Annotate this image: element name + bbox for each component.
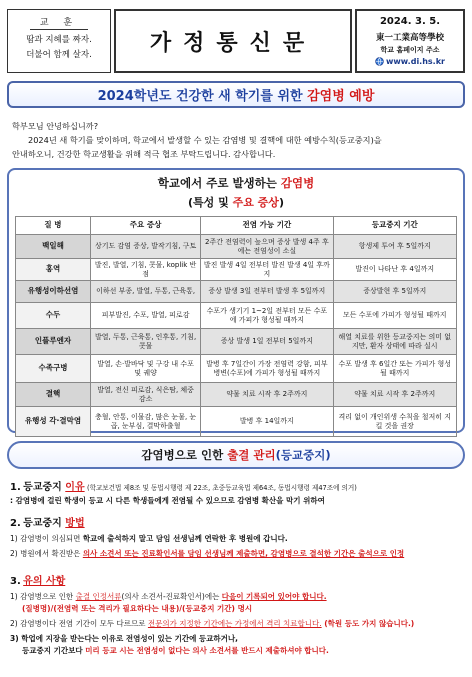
disease-name: 홍역 [16, 259, 91, 281]
website-link[interactable] [375, 57, 445, 66]
disease-name: 수두 [16, 303, 91, 329]
disease-contagious: 증상 발생 3일 전부터 발생 후 5일까지 [201, 281, 333, 303]
globe-icon [375, 57, 384, 66]
col-header-contagious: 전염 가능 기간 [201, 217, 333, 235]
header [7, 9, 465, 73]
attendance-title-pre: 감염병으로 인한 [141, 448, 228, 462]
motto-line-2: 더불어 함께 살자. [26, 50, 92, 60]
item-2-label-highlight: 방법 [65, 518, 85, 529]
disease-contagious: 약물 치료 시작 후 2주까지 [201, 383, 333, 407]
table-title-main: 학교에서 주로 발생하는 [157, 176, 281, 190]
disease-contagious: 수포가 생기기 1~2일 전부터 모든 수포에 가피가 형성될 때까지 [201, 303, 333, 329]
disease-symptom: 피부발진, 수포, 발열, 피로감 [90, 303, 200, 329]
disease-symptom: 충혈, 안통, 이물감, 많은 눈물, 눈곱, 눈부심, 결막하출혈 [90, 407, 200, 437]
item-3 [10, 574, 468, 657]
table-row [16, 383, 457, 407]
attendance-title [141, 447, 330, 463]
newsletter-title: 가정통신문 [149, 29, 317, 56]
item-3-line-3-c: (학원 등도 가지 않습니다.) [321, 619, 415, 628]
disease-contagious: 발진 발생 4일 전부터 발진 발생 4일 후까지 [201, 259, 333, 281]
website-url: www.di.hs.kr [386, 57, 445, 66]
disease-stop: 모든 수포에 가피가 형성될 때까지 [333, 303, 456, 329]
item-2-heading [10, 516, 468, 531]
disease-symptom: 발진, 발열, 기침, 콧물, koplik 반점 [90, 259, 200, 281]
motto-line-1: 땀과 지혜를 짜자. [26, 35, 92, 45]
disease-name: 백일해 [16, 235, 91, 259]
school-name: 東一工業高等學校 [375, 33, 444, 43]
disease-contagious: 발병 후 7일간이 가장 전염력 강함, 피부병변(수포)에 가피가 형성될 때까지 [201, 355, 333, 383]
disease-symptom: 발열, 손·발바닥 및 구강 내 수포 및 궤양 [90, 355, 200, 383]
homepage-caption: 학교 홈페이지 주소 [380, 46, 440, 54]
intro-line-2: 안내하오니, 건강한 학교생활을 위해 적극 협조 부탁드립니다. 감사합니다. [12, 149, 276, 159]
col-header-stop: 등교중지 기간 [333, 217, 456, 235]
item-3-line-3 [10, 618, 468, 630]
disease-stop: 격리 없이 개인위생 수칙을 철저히 지킬 것을 권장 [333, 407, 456, 437]
item-1-label: 등교중지 [23, 482, 66, 493]
item-3-line-3-a: 2) 감염병이다 전염 기간이 모두 다르므로 [10, 619, 148, 628]
motto-title: 교 훈 [30, 15, 88, 30]
disease-stop: 항생제 투여 후 5일까지 [333, 235, 456, 259]
item-2-label: 등교중지 [23, 518, 66, 529]
disease-name: 유행성이하선염 [16, 281, 91, 303]
table-heading [15, 175, 457, 210]
intro-text [12, 119, 462, 161]
item-2-line-2 [10, 548, 468, 560]
disease-name: 결핵 [16, 383, 91, 407]
table-row [16, 407, 457, 437]
item-2-line-1-a: 1) 감염병이 의심되면 [10, 534, 83, 543]
greeting: 학부모님 안녕하십니까? [12, 121, 99, 131]
headline-banner [7, 81, 465, 108]
item-1-heading [10, 480, 468, 495]
disease-symptom: 발열, 두통, 근육통, 인후통, 기침, 콧물 [90, 329, 200, 355]
disease-stop: 증상발현 후 5일까지 [333, 281, 456, 303]
table-title-highlight: 감염병 [280, 176, 315, 190]
issue-date: 2024. 3. 5. [379, 16, 441, 27]
attendance-title-highlight: 출결 관리 [227, 448, 276, 462]
item-2 [10, 516, 468, 560]
table-row [16, 355, 457, 383]
disease-name: 유행성 각·결막염 [16, 407, 91, 437]
disease-table-box [7, 168, 465, 433]
table-header-row [16, 217, 457, 235]
item-2-line-1-b: 학교에 출석하지 말고 담임 선생님께 연락한 후 병원에 갑니다. [82, 534, 288, 543]
attendance-title-post: (등교중지) [275, 448, 331, 462]
item-2-line-2-a: 2) 병원에서 확진받은 [10, 549, 83, 558]
intro-line-1: 2024년 새 학기를 맞이하며, 학교에서 발생할 수 있는 감염병 및 결핵에 대한 예방수칙(등교중지)을 [28, 135, 382, 145]
item-3-line-1 [10, 591, 468, 603]
item-1-legal-note: (학교보건법 제8조 및 동법시행령 제 22조, 초중등교육법 제64조, 동법시행령 제47조에 의거) [87, 484, 357, 492]
item-2-number: 2. [10, 518, 21, 529]
disease-table [15, 216, 457, 437]
disease-symptom: 발열, 전신 피로감, 식은땀, 체중 감소 [90, 383, 200, 407]
table-row [16, 235, 457, 259]
item-3-line-5-a: 등교중지 기간보다 [22, 646, 86, 655]
school-motto-box [7, 9, 111, 73]
item-3-line-5 [10, 645, 468, 657]
disease-name: 수족구병 [16, 355, 91, 383]
table-subtitle-highlight: 주요 증상 [232, 196, 279, 209]
table-row [16, 303, 457, 329]
headline [98, 85, 375, 104]
item-3-line-1-b: 출결 인정서류 [75, 592, 122, 601]
disease-stop: 약물 치료 시작 후 2주까지 [333, 383, 456, 407]
table-row [16, 259, 457, 281]
disease-name: 인플루엔자 [16, 329, 91, 355]
disease-contagious: 발병 후 14일까지 [201, 407, 333, 437]
disease-stop: 해열 치료를 위한 등교중지는 의미 없지만, 환자 상태에 따라 실시 [333, 329, 456, 355]
disease-symptom: 이하선 부종, 발열, 두통, 근육통, [90, 281, 200, 303]
item-2-line-2-b: 의사 소견서 또는 진료확인서를 담임 선생님께 제출하면, 감염병으로 결석한 기간은 출석으로 인정 [82, 549, 405, 558]
item-1 [10, 480, 468, 507]
disease-stop: 수포 발생 후 6일간 또는 가피가 형성될 때까지 [333, 355, 456, 383]
item-3-line-5-b: 미리 등교 시는 전염성이 없다는 의사 소견서를 반드시 제출하셔야 합니다. [85, 646, 329, 655]
headline-highlight: 감염병 예방 [307, 89, 375, 104]
item-3-line-2: (질병명)/(전염력 또는 격리가 필요하다는 내용)/(등교중지 기간) 명시 [22, 604, 253, 613]
item-1-number: 1. [10, 482, 21, 493]
attendance-banner [7, 441, 465, 469]
item-3-heading [10, 574, 468, 589]
disease-contagious: 증상 발생 1일 전부터 5일까지 [201, 329, 333, 355]
item-1-label-highlight: 이유 [65, 482, 85, 493]
item-3-line-1-d: 다음이 기록되어 있어야 합니다. [221, 592, 327, 601]
headline-main: 2024학년도 건강한 새 학기를 위한 [97, 89, 308, 104]
table-row [16, 329, 457, 355]
newsletter-title-box [114, 9, 352, 73]
item-2-line-1 [10, 533, 468, 545]
item-3-label-highlight: 유의 사항 [23, 576, 66, 587]
item-1-text: : 감염병에 걸린 학생이 등교 시 다른 학생들에게 전염될 수 있으므로 감염병 확산을 막기 위하여 [10, 496, 325, 505]
disease-symptom: 상기도 감염 증상, 발작기침, 구토 [90, 235, 200, 259]
item-3-line-1-a: 1) 감염병으로 인한 [10, 592, 76, 601]
table-subtitle-close: ) [278, 196, 284, 209]
school-info-box [355, 9, 465, 73]
table-row [16, 281, 457, 303]
item-3-line-1-c: (의사 소견서-진료확인서)에는 [121, 592, 222, 601]
col-header-symptom: 주요 증상 [90, 217, 200, 235]
table-title [158, 175, 314, 191]
table-subtitle [188, 194, 284, 210]
item-3-number: 3. [10, 576, 21, 587]
disease-stop: 발진이 나타난 후 4일까지 [333, 259, 456, 281]
table-subtitle-open: (특성 및 [188, 196, 233, 209]
item-3-line-3-b: 전문의가 지정한 기간에는 가정에서 격리 치료합니다. [147, 619, 322, 628]
disease-contagious: 2주간 전염력이 높으며 증상 발생 4주 후에는 전염성이 소실 [201, 235, 333, 259]
col-header-disease: 질 병 [16, 217, 91, 235]
item-3-line-4: 3) 학업에 지장을 받는다는 이유로 전염성이 있는 기간에 등교하거나, [10, 634, 238, 643]
